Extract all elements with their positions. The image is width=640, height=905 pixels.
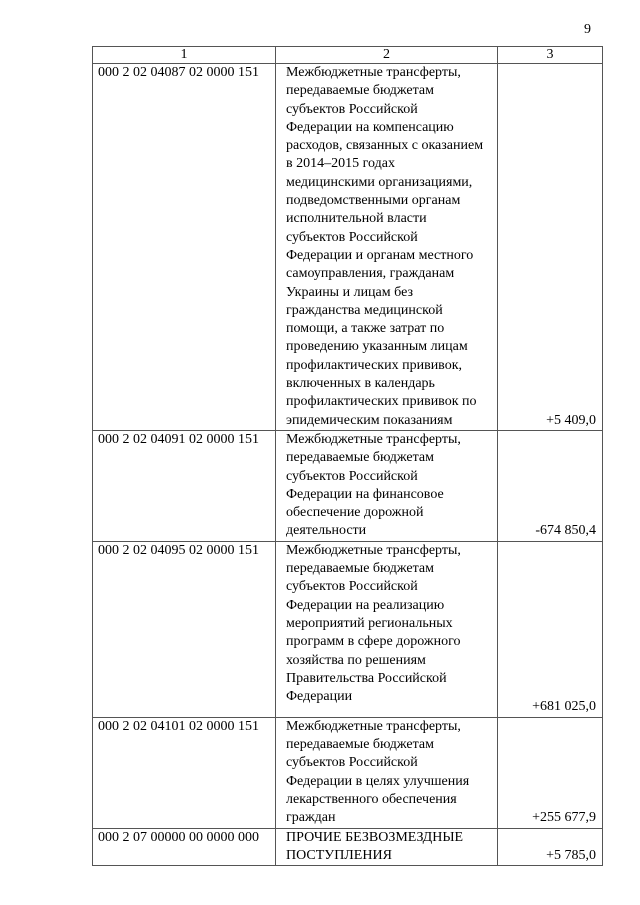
description-line: субъектов Российской (286, 468, 418, 484)
description-line: помощи, а также затрат по (286, 321, 445, 337)
header-col-3: 3 (498, 47, 603, 64)
description-line: включенных в календарь (286, 376, 435, 392)
description (276, 717, 498, 828)
description-line: передаваемые бюджетам (286, 561, 434, 577)
description-line: профилактических прививок, (286, 357, 462, 373)
description-line: Федерации и органам местного (286, 247, 474, 263)
description-line: обеспечение дорожной (286, 505, 424, 521)
description-line: гражданства медицинской (286, 302, 443, 318)
budget-table (92, 46, 603, 866)
description-line: субъектов Российской (286, 579, 418, 595)
amount: +5 409,0 (498, 64, 603, 431)
description-line: профилактических прививок по (286, 394, 477, 410)
description (276, 64, 498, 431)
description-line: подведомственными органам (286, 193, 461, 209)
description-line: субъектов Российской (286, 755, 418, 771)
description-line: передаваемые бюджетам (286, 737, 434, 753)
description-line: исполнительной власти (286, 211, 427, 227)
description-line: субъектов Российской (286, 229, 418, 245)
amount: +255 677,9 (498, 717, 603, 828)
description-line: граждан (286, 810, 336, 826)
header-row (93, 47, 603, 64)
budget-code: 000 2 02 04095 02 0000 151 (93, 541, 276, 717)
budget-code: 000 2 02 04101 02 0000 151 (93, 717, 276, 828)
description-line: в 2014–2015 годах (286, 156, 395, 172)
description-line: Межбюджетные трансферты, (286, 718, 461, 734)
description-line: Федерации (286, 689, 353, 705)
description-line: ПРОЧИЕ БЕЗВОЗМЕЗДНЫЕ (286, 829, 464, 845)
budget-code: 000 2 02 04091 02 0000 151 (93, 430, 276, 541)
description-line: ПОСТУПЛЕНИЯ (286, 847, 392, 863)
description (276, 828, 498, 866)
budget-code: 000 2 02 04087 02 0000 151 (93, 64, 276, 431)
description-line: Правительства Российской (286, 670, 447, 686)
description-line: самоуправления, гражданам (286, 266, 455, 282)
header-col-1: 1 (93, 47, 276, 64)
description-line: программ в сфере дорожного (286, 634, 461, 650)
description-line: Федерации на финансовое (286, 486, 444, 502)
description-line: Межбюджетные трансферты, (286, 65, 461, 80)
amount: -674 850,4 (498, 430, 603, 541)
description-line: Украины и лицам без (286, 284, 413, 300)
description-line: Федерации на реализацию (286, 597, 445, 613)
description (276, 541, 498, 717)
page-number: 9 (584, 22, 591, 37)
budget-code: 000 2 07 00000 00 0000 000 (93, 828, 276, 866)
table-row (93, 64, 603, 431)
description-line: передаваемые бюджетам (286, 450, 434, 466)
description-line: субъектов Российской (286, 101, 418, 117)
description-line: лекарственного обеспечения (286, 791, 457, 807)
description-line: мероприятий региональных (286, 615, 453, 631)
description-line: расходов, связанных с оказанием (286, 138, 484, 154)
table-row (93, 430, 603, 541)
description-line: эпидемическим показаниям (286, 412, 453, 428)
table-row (93, 541, 603, 717)
table-row (93, 828, 603, 866)
description-line: передаваемые бюджетам (286, 83, 434, 99)
description-line: Федерации в целях улучшения (286, 773, 470, 789)
description-line: Межбюджетные трансферты, (286, 542, 461, 558)
description-line: деятельности (286, 523, 367, 539)
description-line: Межбюджетные трансферты, (286, 431, 461, 447)
description-line: хозяйства по решениям (286, 652, 426, 668)
amount: +5 785,0 (498, 828, 603, 866)
header-col-2: 2 (276, 47, 498, 64)
description-line: Федерации на компенсацию (286, 119, 454, 135)
table-row (93, 717, 603, 828)
description-line: проведению указанным лицам (286, 339, 468, 355)
amount: +681 025,0 (498, 541, 603, 717)
description-line: медицинскими организациями, (286, 174, 473, 190)
description (276, 430, 498, 541)
